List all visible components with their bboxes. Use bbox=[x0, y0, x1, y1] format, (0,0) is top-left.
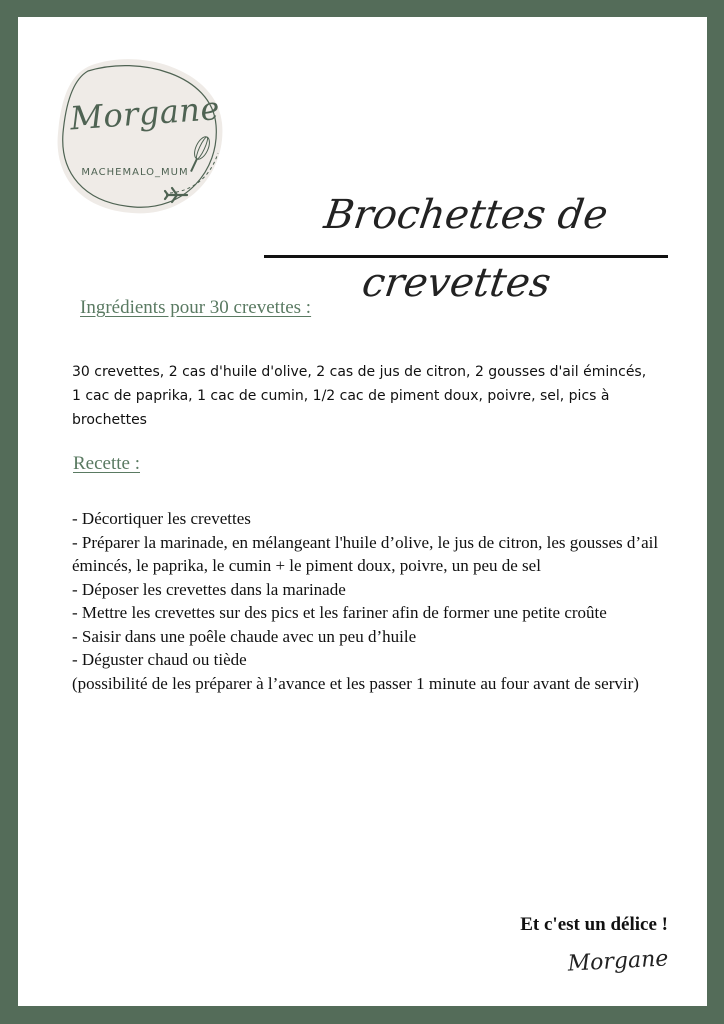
logo bbox=[52, 53, 230, 221]
recipe-step: - Déposer les crevettes dans la marinade bbox=[72, 579, 346, 599]
logo-blob bbox=[52, 53, 230, 221]
ingredients-text: 30 crevettes, 2 cas d'huile d'olive, 2 cas de jus de citron, 2 gousses d'ail émincés, 1 cac de paprika, 1 cac de cumin, 1/2 cac de piment doux, poivre, sel, pics à brochettes bbox=[72, 364, 647, 428]
recipe-heading: Recette : bbox=[73, 453, 140, 474]
recipe-title: Brochettes de crevettes bbox=[321, 192, 611, 306]
logo-handle: MACHEMALO_MUM bbox=[81, 167, 189, 178]
recipe-step: - Décortiquer les crevettes bbox=[72, 509, 251, 528]
closing-line: Et c'est un délice ! bbox=[520, 914, 668, 935]
ingredients-heading: Ingrédients pour 30 crevettes : bbox=[80, 297, 312, 318]
recipe-step: (possibilité de les préparer à l’avance et les passer 1 minute au four avant de servir) bbox=[72, 673, 639, 693]
recipe-steps bbox=[72, 507, 672, 695]
recipe-step: - Déguster chaud ou tiède bbox=[72, 650, 247, 669]
recipe-page bbox=[18, 17, 707, 1006]
recipe-step: - Saisir dans une poêle chaude avec un peu d’huile bbox=[72, 626, 417, 646]
recipe-step: - Préparer la marinade, en mélangeant l'huile d’olive, le jus de citron, les gousses d’ail émincés, le paprika, le cumin + le piment doux, poivre, un peu de sel bbox=[72, 532, 659, 575]
recipe-step: - Mettre les crevettes sur des pics et les fariner afin de former une petite croûte bbox=[72, 603, 607, 622]
title-underline bbox=[264, 255, 668, 258]
signature: Morgane bbox=[567, 946, 669, 977]
logo-name: Morgane bbox=[68, 89, 222, 138]
